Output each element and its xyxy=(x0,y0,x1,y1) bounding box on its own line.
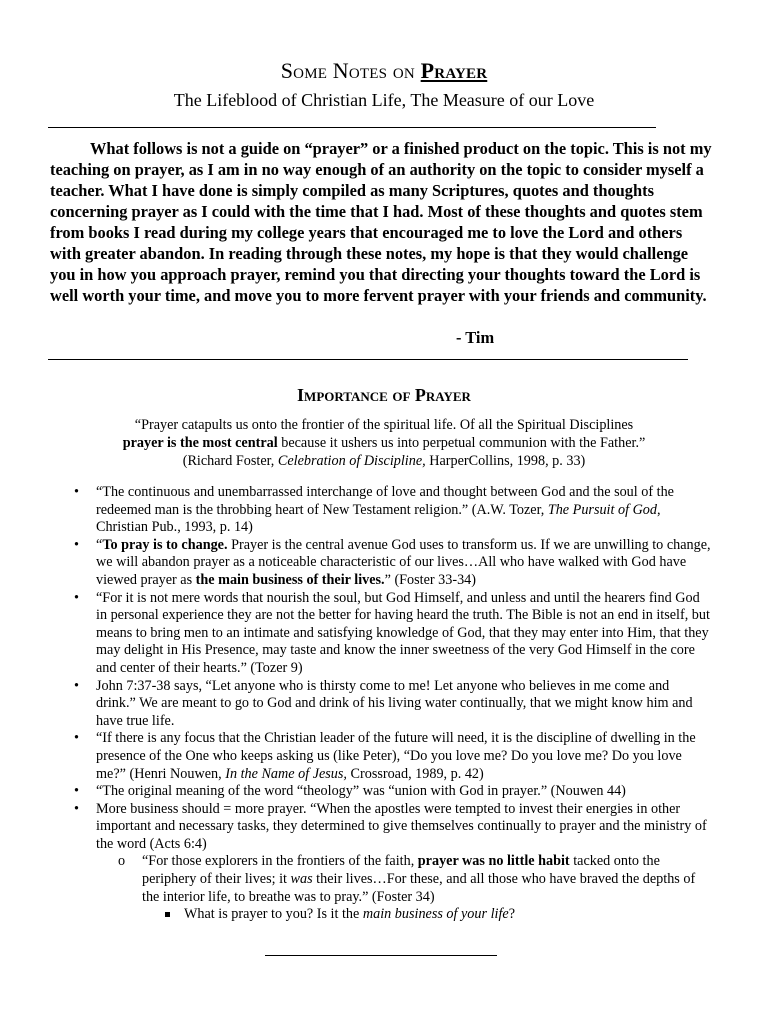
list-item-text: “For those explorers in the frontiers of the faith, xyxy=(142,853,418,870)
epigraph-line-2 xyxy=(0,434,768,452)
citation-suffix: HarperCollins, 1998, p. 33) xyxy=(425,453,586,469)
list-item-emphasis: prayer was no little habit xyxy=(417,853,570,870)
list-item-text: ” (Foster 33-34) xyxy=(384,571,477,588)
list-item-text: “The continuous and unembarrassed interchange of love and thought between God and the soul of the redeemed man is the throbbing heart of New Testament religion.” (A.W. Tozer, xyxy=(96,484,674,518)
intro-signature: - Tim xyxy=(456,328,495,347)
epigraph-emphasis: prayer is the most central xyxy=(122,435,278,451)
list-item-emphasis: the main business of their lives. xyxy=(195,571,385,588)
list-item xyxy=(96,801,712,924)
citation-prefix: (Richard Foster, xyxy=(182,453,278,469)
list-item xyxy=(96,730,712,783)
epigraph-citation xyxy=(0,452,768,470)
list-item-italic: was xyxy=(290,871,313,888)
list-item-text: their lives…For these, and all those who have braved the depths of the interior life, to breathe was to pray.” (Foster 34) xyxy=(142,871,696,905)
list-item-text: , Christian Pub., 1993, p. 14) xyxy=(96,501,661,536)
list-item-text: “If there is any focus that the Christian leader of the future will need, it is the discipline of dwelling in the presence of the One who keeps asking us (like Peter), “Do you love me? Do you love me? Do you love me?” (Henri Nouwen, xyxy=(96,730,696,782)
list-item-italic: main business of your life xyxy=(362,906,509,923)
sub-sub-list xyxy=(142,906,712,924)
title-emphasis: Prayer xyxy=(420,58,488,83)
list-item: • “The original meaning of the word “theology” was “union with God in prayer.” (Nouwen 44) xyxy=(96,783,712,801)
book-title: In the Name of Jesus, xyxy=(225,765,347,782)
list-item-text: What is prayer to you? Is it the xyxy=(184,906,363,923)
title-plain: Some Notes on xyxy=(280,58,421,83)
divider-top xyxy=(48,127,656,128)
list-item xyxy=(96,484,712,537)
list-item-text: Prayer is the central avenue God uses to transform us. If we are unwilling to change, we will abandon prayer as a noticeable characteristic of our lives…All who have walked with God have viewed prayer as xyxy=(96,536,711,588)
list-item-text: ? xyxy=(508,906,515,923)
quote-list xyxy=(0,484,768,924)
list-item xyxy=(96,537,712,590)
list-item-emphasis: To pray is to change. xyxy=(102,536,228,553)
page-title xyxy=(0,58,768,84)
page-subtitle: The Lifeblood of Christian Life, The Measure of our Love xyxy=(173,90,595,110)
list-item: • John 7:37-38 says, “Let anyone who is thirsty come to me! Let anyone who believes in me come and drink.” We are meant to go to God and drink of his living water continually, that we might know him and have true life. xyxy=(96,678,712,731)
list-item-text: More business should = more prayer. “When the apostles were tempted to invest their energies in other important and necessary tasks, they determined to give themselves continually to prayer and the ministry of the word (Acts 6:4) xyxy=(96,800,707,852)
epigraph-line-1: “Prayer catapults us onto the frontier of the spiritual life. Of all the Spiritual Disciplines xyxy=(134,417,634,433)
divider-middle xyxy=(48,359,688,360)
sub-list-item xyxy=(142,853,712,923)
epigraph-quote xyxy=(0,416,768,470)
sub-sub-list-item xyxy=(184,906,704,924)
intro-paragraph: What follows is not a guide on “prayer” or a finished product on the topic. This is not my teaching on prayer, as I am in no way enough of an authority on the topic to consider myself a teacher. What I have done is simply compiled as many Scriptures, quotes and thoughts concerning prayer as I could with the time that I had. Most of these thoughts and quotes stem from books I read during my college years that encouraged me to love the Lord and others with greater abandon. In reading through these notes, my hope is that they would challenge you in how you approach prayer, remind you that directing your thoughts toward the Lord is well worth your time, and move you to more fervent prayer with your friends and community. xyxy=(50,139,712,305)
section-heading: Importance of Prayer xyxy=(297,385,471,405)
list-item-text: “ xyxy=(96,536,103,553)
list-item: • “For it is not mere words that nourish the soul, but God Himself, and unless and until the hearers find God in personal experience they are not the better for having heard the truth. The Bible is not an end in itself, but means to bring men to an intimate and satisfying knowledge of God, that they may enter into Him, that they may delight in His Presence, may taste and know the inner sweetness of the very God Himself in the core and center of their hearts.” (Tozer 9) xyxy=(96,590,712,678)
sub-list xyxy=(96,853,712,923)
list-item-text: Crossroad, 1989, p. 42) xyxy=(346,765,484,782)
divider-bottom xyxy=(265,955,497,956)
citation-book-title: Celebration of Discipline, xyxy=(277,453,426,469)
list-item-text: tacked onto the periphery of their lives; it xyxy=(142,853,660,888)
epigraph-line-2-rest: because it ushers us into perpetual communion with the Father.” xyxy=(277,435,646,451)
book-title: The Pursuit of God xyxy=(547,501,657,518)
